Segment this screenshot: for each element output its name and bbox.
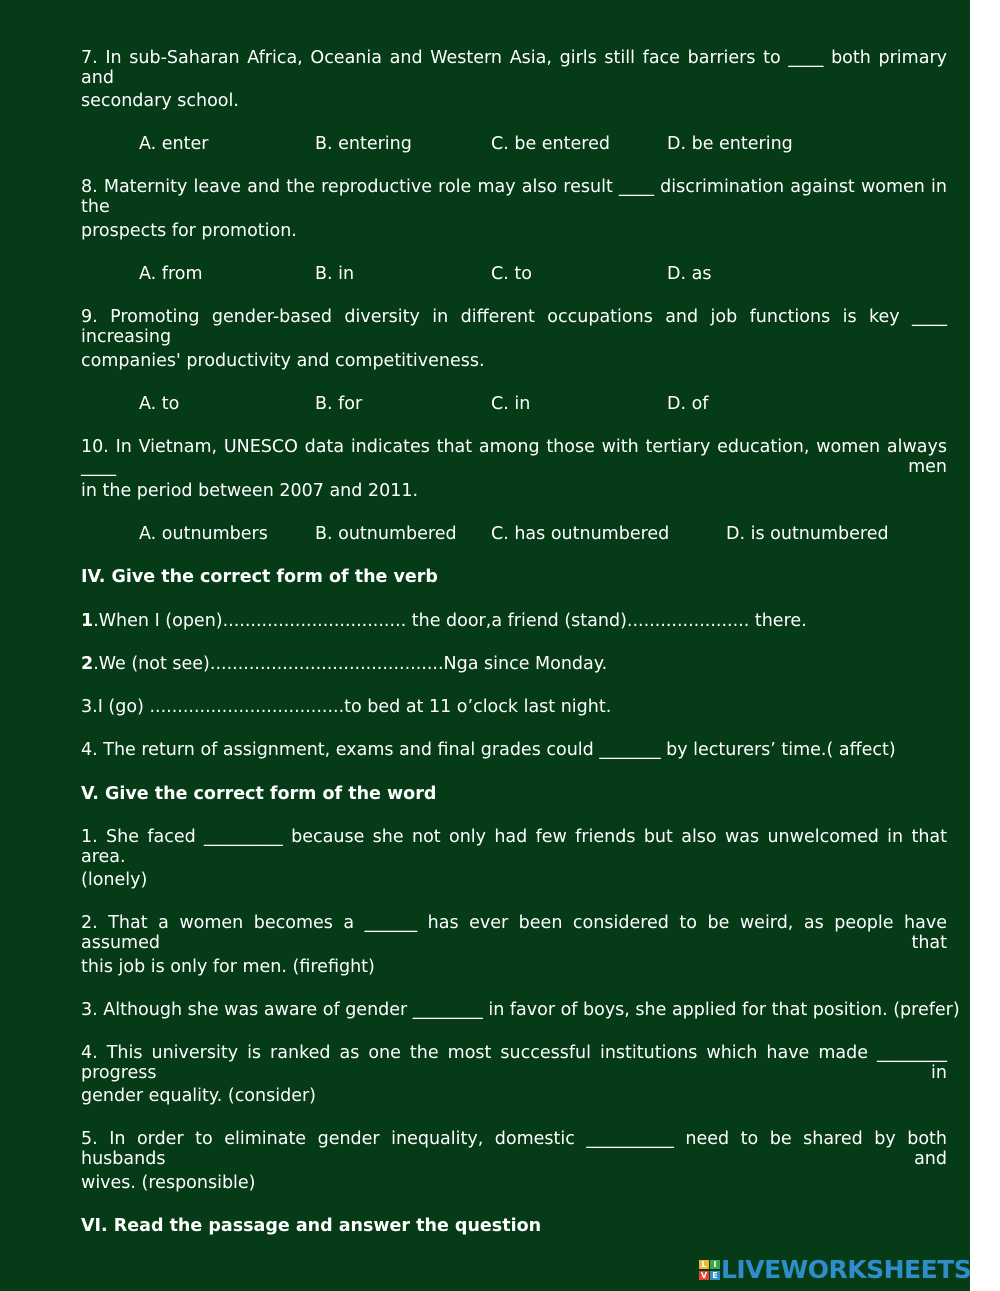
q7-option-c[interactable]: C. be entered xyxy=(491,134,610,154)
word-item-3: 3. Although she was aware of gender ________ in favor of boys, she applied for that position. (prefer) xyxy=(81,1000,960,1020)
logo-cube-e: E xyxy=(710,1271,720,1280)
section-vi-heading: VI. Read the passage and answer the question xyxy=(81,1216,542,1236)
q9-option-b[interactable]: B. for xyxy=(315,394,363,414)
word-item-1-line-1: 1. She faced _________ because she not only had few friends but also was unwelcomed in that area. xyxy=(81,827,947,867)
question-10-line-1: 10. In Vietnam, UNESCO data indicates that among those with tertiary education, women always ____ men xyxy=(81,437,947,477)
word-item-5-line-1: 5. In order to eliminate gender inequality, domestic __________ need to be shared by both husbands and xyxy=(81,1129,947,1169)
word-item-2-line-2: this job is only for men. (firefight) xyxy=(81,957,375,977)
verb-item-3: 3.I (go) ...................................to bed at 11 o’clock last night. xyxy=(81,697,612,717)
logo-cube-v: V xyxy=(700,1271,708,1280)
question-9-line-2: companies' productivity and competitiveness. xyxy=(81,351,485,371)
verb-item-2 xyxy=(81,654,947,674)
q7-option-a[interactable]: A. enter xyxy=(139,134,209,154)
verb-item-1-text: .When I (open)................................. the door,a friend (stand)...................... there. xyxy=(93,611,807,631)
word-item-4-line-1: 4. This university is ranked as one the most successful institutions which have made ________ progress in xyxy=(81,1043,947,1083)
verb-item-1-number: 1 xyxy=(81,611,94,631)
question-8-line-1: 8. Maternity leave and the reproductive role may also result ____ discrimination against women in the xyxy=(81,177,947,217)
q7-option-d[interactable]: D. be entering xyxy=(667,134,793,154)
q8-option-c[interactable]: C. to xyxy=(491,264,532,284)
q9-option-a[interactable]: A. to xyxy=(139,394,180,414)
word-item-2-line-1: 2. That a women becomes a ______ has ever been considered to be weird, as people have assumed that xyxy=(81,913,947,953)
q10-option-c[interactable]: C. has outnumbered xyxy=(491,524,670,544)
logo-cube-l: L xyxy=(699,1260,709,1269)
q7-option-b[interactable]: B. entering xyxy=(315,134,412,154)
question-7-line-2: secondary school. xyxy=(81,91,239,111)
word-item-4-line-2: gender equality. (consider) xyxy=(81,1086,316,1106)
section-iv-heading: IV. Give the correct form of the verb xyxy=(81,567,438,587)
question-10-line-2: in the period between 2007 and 2011. xyxy=(81,481,419,501)
liveworksheets-logo[interactable] xyxy=(697,1257,997,1285)
verb-item-4: 4. The return of assignment, exams and final grades could _______ by lecturers’ time.( affect) xyxy=(81,740,896,760)
verb-item-2-number: 2 xyxy=(81,654,94,674)
q9-option-d[interactable]: D. of xyxy=(667,394,709,414)
word-item-5-line-2: wives. (responsible) xyxy=(81,1173,256,1193)
q10-option-a[interactable]: A. outnumbers xyxy=(139,524,268,544)
logo-cube-i: I xyxy=(710,1260,720,1269)
verb-item-2-text: .We (not see)..........................................Nga since Monday. xyxy=(93,654,608,674)
q8-option-a[interactable]: A. from xyxy=(139,264,203,284)
q9-option-c[interactable]: C. in xyxy=(491,394,531,414)
q8-option-d[interactable]: D. as xyxy=(667,264,712,284)
word-item-1-line-2: (lonely) xyxy=(81,870,148,890)
q10-option-d[interactable]: D. is outnumbered xyxy=(726,524,889,544)
q8-option-b[interactable]: B. in xyxy=(315,264,355,284)
verb-item-1 xyxy=(81,611,947,631)
question-9-line-1: 9. Promoting gender-based diversity in different occupations and job functions is key ____ increasing xyxy=(81,307,947,347)
logo-text: LIVEWORKSHEETS xyxy=(721,1255,972,1284)
question-8-line-2: prospects for promotion. xyxy=(81,221,297,241)
question-7-line-1: 7. In sub-Saharan Africa, Oceania and Western Asia, girls still face barriers to ____ both primary and xyxy=(81,48,947,88)
q10-option-b[interactable]: B. outnumbered xyxy=(315,524,457,544)
section-v-heading: V. Give the correct form of the word xyxy=(81,784,437,804)
